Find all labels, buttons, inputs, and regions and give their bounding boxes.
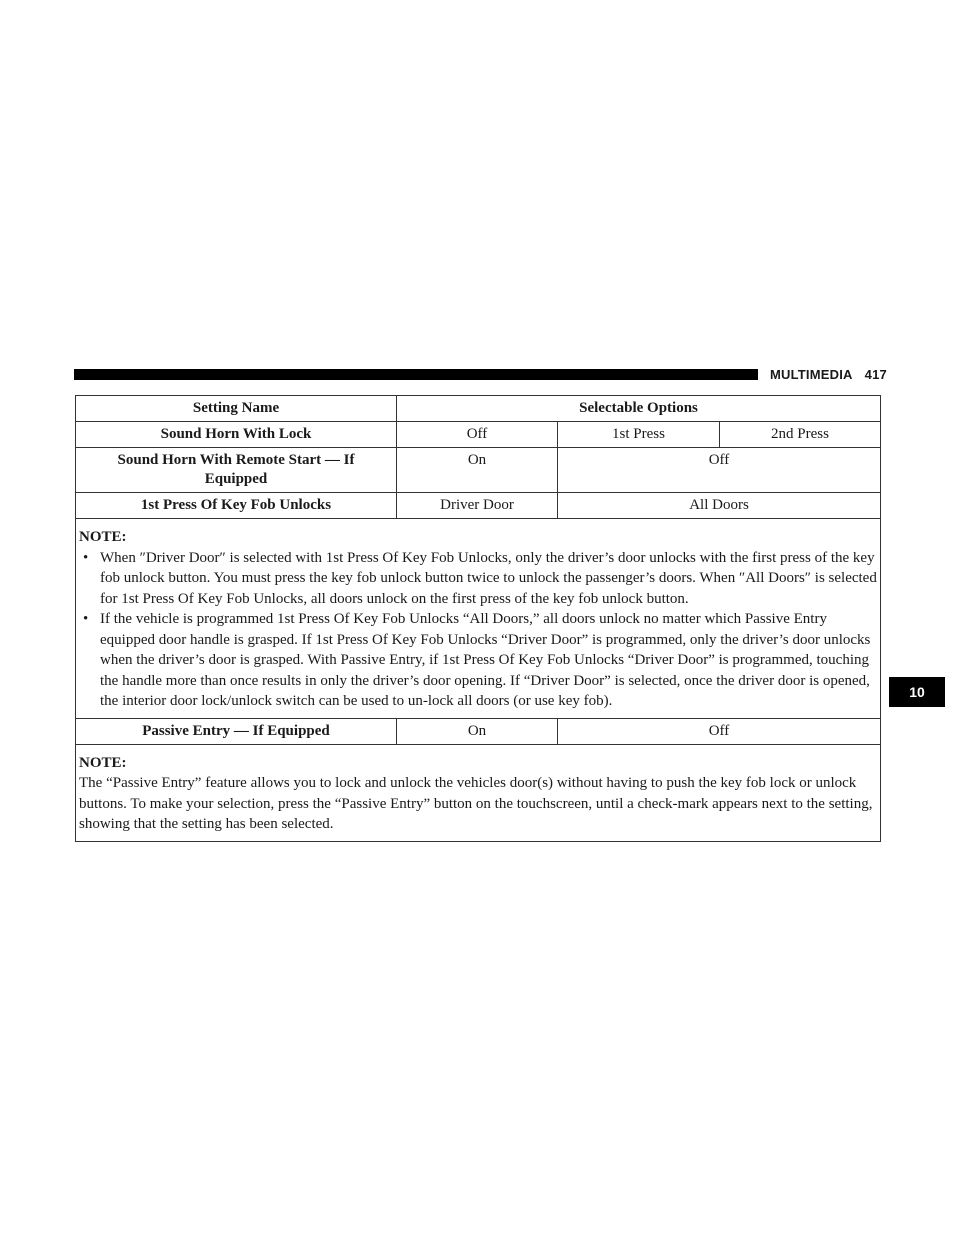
option-value: 1st Press — [557, 422, 719, 447]
note-block — [76, 745, 880, 841]
table-row — [76, 492, 880, 518]
bullet-text: If the vehicle is programmed 1st Press Of Key Fob Unlocks “All Doors,” all doors unlock no matter which Passive Entry equipped door handle is grasped. If 1st Press Of Key Fob Unlocks “Driver Door” is programmed, only the driver’s door unlocks when the driver’s door is grasped. With Passive Entry, if 1st Press Of Key Fob Unlocks “Driver Door” is programmed, touching the handle more than once results in only the driver’s door opening. If “Driver Door” is selected, once the driver door is opened, the interior door lock/unlock switch can be used to un-lock all doors (or use key fob). — [100, 611, 871, 709]
setting-name: Sound Horn With Lock — [160, 426, 312, 442]
note-label: NOTE: — [79, 529, 127, 545]
table-row — [76, 421, 880, 447]
bullet-icon: • — [83, 611, 89, 627]
header-selectable-options: Selectable Options — [396, 396, 880, 421]
settings-table — [75, 395, 881, 842]
list-item — [79, 548, 877, 610]
option-value: 2nd Press — [719, 422, 880, 447]
setting-name: Sound Horn With Remote Start — If Equipped — [117, 452, 355, 487]
header-rule — [74, 369, 758, 380]
chapter-tab: 10 — [889, 677, 945, 707]
setting-name: Passive Entry — If Equipped — [142, 722, 330, 739]
option-value: All Doors — [557, 493, 880, 518]
option-value: Off — [557, 719, 880, 744]
page-number: 417 — [864, 367, 887, 382]
bullet-text: When ″Driver Door″ is selected with 1st Press Of Key Fob Unlocks, only the driver’s door unlocks with the first press of the key fob unlock button. You must press the key fob unlock button twice to unlock the passenger’s doors. When ″All Doors″ is selected for 1st Press Of Key Fob Unlocks, all doors unlock on the first press of the key fob unlock button. — [100, 549, 877, 607]
bullet-icon: • — [83, 549, 89, 566]
table-row — [76, 447, 880, 492]
table-header-row — [76, 396, 880, 421]
note-block — [76, 519, 880, 718]
option-value: On — [396, 448, 557, 492]
note-row — [76, 518, 880, 718]
option-value: On — [396, 719, 557, 744]
running-header — [770, 366, 887, 384]
note-row — [76, 744, 880, 841]
note-text: The “Passive Entry” feature allows you to lock and unlock the vehicles door(s) without having to push the key fob lock or unlock buttons. To make your selection, press the “Passive Entry” button on the touchscreen, until a check-mark appears next to the setting, showing that the setting has been selected. — [79, 775, 873, 832]
list-item — [79, 609, 877, 712]
section-title: MULTIMEDIA — [770, 367, 853, 382]
option-value: Off — [396, 422, 557, 447]
option-value: Off — [557, 448, 880, 492]
option-value: Driver Door — [396, 493, 557, 518]
note-label: NOTE: — [79, 754, 127, 771]
table-row — [76, 718, 880, 744]
setting-name: 1st Press Of Key Fob Unlocks — [140, 497, 332, 513]
header-setting-name: Setting Name — [192, 400, 280, 416]
note-bullets — [79, 548, 877, 712]
